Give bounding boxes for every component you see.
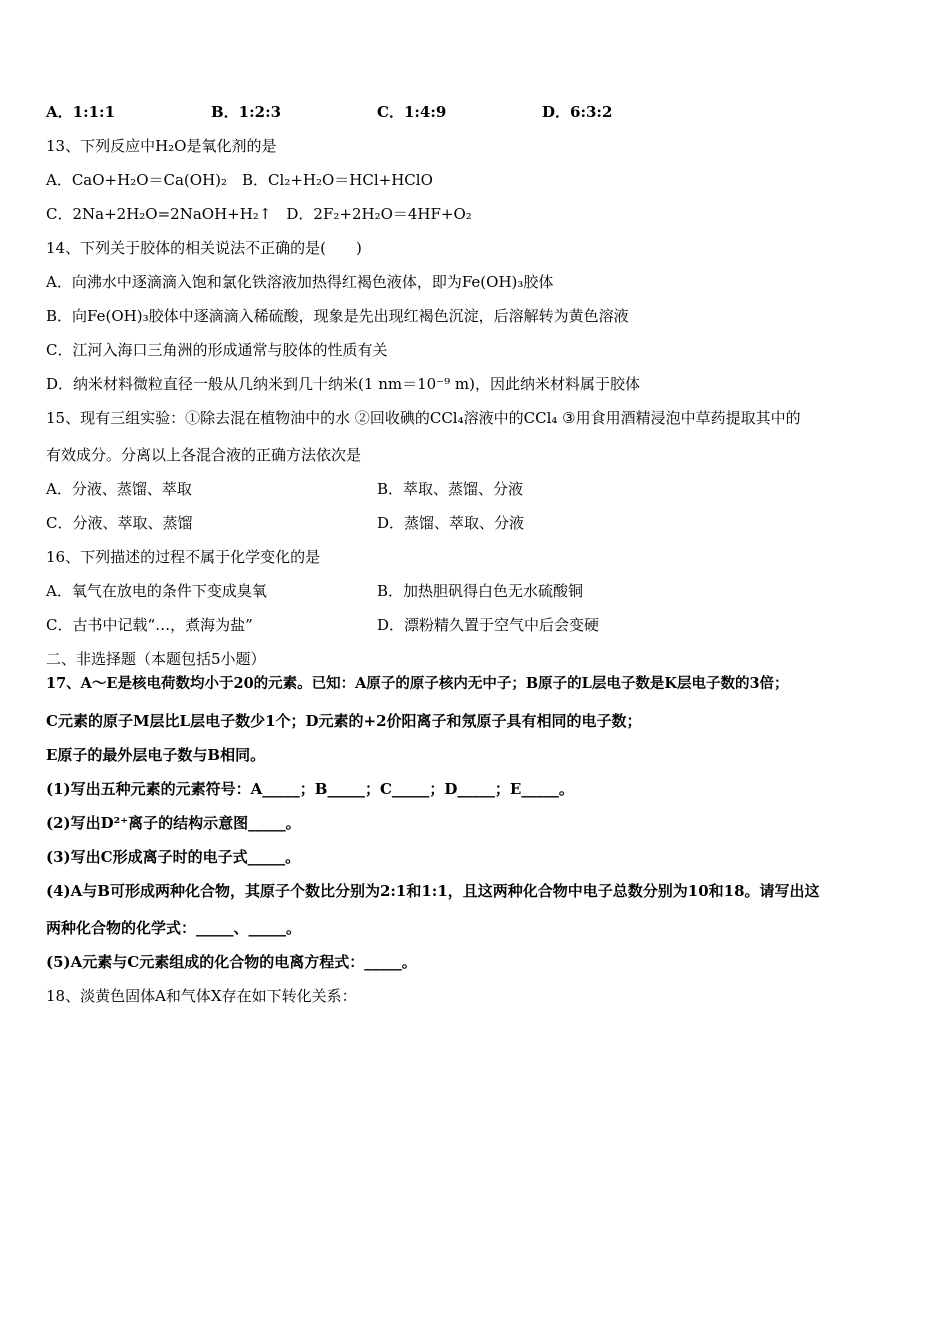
q16-option-b: B．加热胆矾得白色无水硫酸铜 — [377, 582, 584, 600]
q17-stem-line1: 17、A～E是核电荷数均小于20的元素。已知：A原子的原子核内无中子；B原子的L层电子数是K层电子数的3倍； — [46, 675, 789, 692]
q14-option-d: D．纳米材料微粒直径一般从几纳米到几十纳米(1 nm＝10⁻⁹ m)，因此纳米材料属于胶体 — [46, 375, 640, 393]
section-heading: 二、非选择题（本题包括5小题） — [46, 650, 266, 668]
q13-stem: 13、下列反应中H₂O是氧化剂的是 — [46, 137, 277, 155]
q12-option-d: D．6:3:2 — [542, 103, 613, 121]
q15-option-c: C．分液、萃取、蒸馏 — [46, 514, 193, 532]
q14-option-a: A．向沸水中逐滴滴入饱和氯化铁溶液加热得红褐色液体，即为Fe(OH)₃胶体 — [46, 273, 554, 291]
q16-stem: 16、下列描述的过程不属于化学变化的是 — [46, 548, 321, 566]
q13-options-cd: C．2Na+2H₂O=2NaOH+H₂↑ D．2F₂+2H₂O＝4HF+O₂ — [46, 205, 472, 223]
q15-option-a: A．分液、蒸馏、萃取 — [46, 480, 192, 498]
q17-part4-line1: (4)A与B可形成两种化合物，其原子个数比分别为2:1和1:1，且这两种化合物中电子总数分别为10和18。请写出这 — [46, 882, 820, 900]
q12-option-c: C．1:4:9 — [377, 103, 447, 121]
q15-option-b: B．萃取、蒸馏、分液 — [377, 480, 524, 498]
q18-stem: 18、淡黄色固体A和气体X存在如下转化关系： — [46, 987, 357, 1005]
q14-option-c: C．江河入海口三角洲的形成通常与胶体的性质有关 — [46, 341, 388, 359]
q14-option-b: B．向Fe(OH)₃胶体中逐滴滴入稀硫酸，现象是先出现红褐色沉淀，后溶解转为黄色溶液 — [46, 307, 629, 325]
q17-stem-line2: C元素的原子M层比L层电子数少1个；D元素的+2价阳离子和氖原子具有相同的电子数； — [46, 712, 642, 730]
q12-option-b: B．1:2:3 — [211, 103, 282, 121]
q17-part4-line2: 两种化合物的化学式：_____、_____。 — [46, 919, 302, 937]
q17-part1: (1)写出五种元素的元素符号：A_____；B_____；C_____；D_____；E_____。 — [46, 780, 574, 798]
q15-option-d: D．蒸馏、萃取、分液 — [377, 514, 525, 532]
q14-stem: 14、下列关于胶体的相关说法不正确的是( ) — [46, 239, 362, 257]
q13-options-ab: A．CaO+H₂O＝Ca(OH)₂ B．Cl₂+H₂O＝HCl+HClO — [46, 171, 433, 189]
q15-stem-line1: 15、现有三组实验：①除去混在植物油中的水 ②回收碘的CCl₄溶液中的CCl₄ ③用食用酒精浸泡中草药提取其中的 — [46, 409, 801, 427]
q15-stem-line2: 有效成分。分离以上各混合液的正确方法依次是 — [46, 446, 362, 464]
q16-option-c: C．古书中记载“…，煮海为盐” — [46, 616, 253, 634]
q17-stem-line3: E原子的最外层电子数与B相同。 — [46, 746, 266, 764]
q17-part5: (5)A元素与C元素组成的化合物的电离方程式：_____。 — [46, 953, 417, 971]
q12-option-a: A．1:1:1 — [46, 103, 116, 121]
q17-part2: (2)写出D²⁺离子的结构示意图_____。 — [46, 814, 301, 832]
q17-part3: (3)写出C形成离子时的电子式_____。 — [46, 848, 301, 866]
q16-option-d: D．漂粉精久置于空气中后会变硬 — [377, 616, 600, 634]
q16-option-a: A．氧气在放电的条件下变成臭氧 — [46, 582, 267, 600]
